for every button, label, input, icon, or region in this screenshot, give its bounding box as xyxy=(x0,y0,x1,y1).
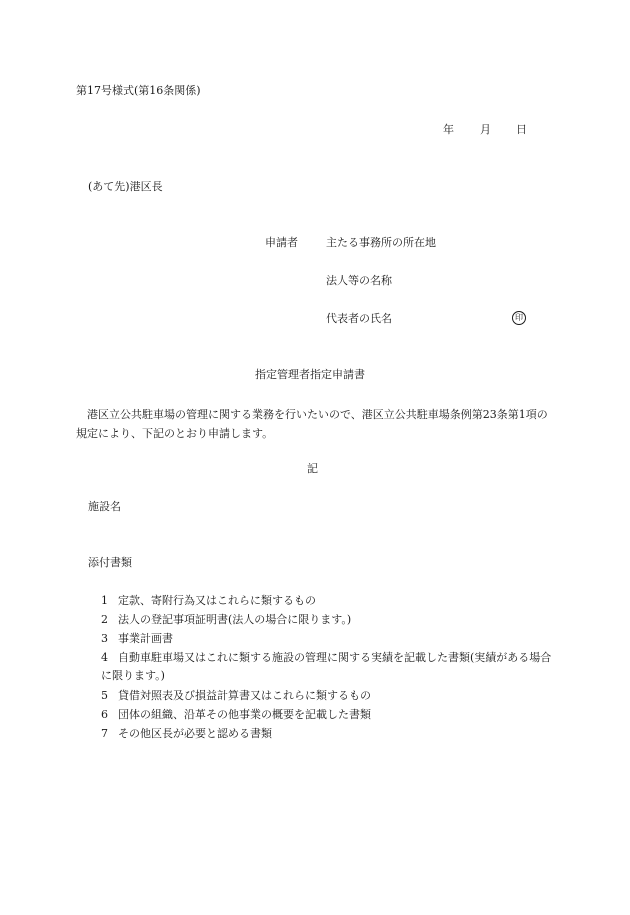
attachment-text: 団体の組織、沿革その他事業の概要を記載した書類 xyxy=(118,708,371,721)
attachment-text: その他区長が必要と認める書類 xyxy=(118,727,272,740)
ki-heading: 記 xyxy=(307,462,318,475)
attachment-item xyxy=(101,649,561,685)
form-number: 第17号様式(第16条関係) xyxy=(76,84,201,97)
attachment-number: 7 xyxy=(101,727,108,740)
date-year-label: 年 xyxy=(443,123,454,136)
attachment-item xyxy=(101,687,371,705)
attachment-item xyxy=(101,592,316,610)
corporation-name-label: 法人等の名称 xyxy=(326,274,392,287)
attachment-text: 事業計画書 xyxy=(118,632,173,645)
attachment-number: 3 xyxy=(101,632,108,645)
attachment-item xyxy=(101,630,173,648)
attachment-number: 6 xyxy=(101,708,108,721)
attachment-number: 2 xyxy=(101,613,108,626)
attachment-text: 法人の登記事項証明書(法人の場合に限ります。) xyxy=(118,613,352,626)
office-address-label: 主たる事務所の所在地 xyxy=(326,236,436,249)
attachment-number: 5 xyxy=(101,689,108,702)
addressee: (あて先)港区長 xyxy=(88,180,163,193)
attachment-number: 4 xyxy=(101,651,108,664)
applicant-label: 申請者 xyxy=(265,236,298,249)
attachment-item xyxy=(101,706,371,724)
attachments-label: 添付書類 xyxy=(88,556,132,569)
attachment-number: 1 xyxy=(101,594,108,607)
attachment-text: 定款、寄附行為又はこれらに類するもの xyxy=(118,594,316,607)
attachment-item xyxy=(101,725,272,743)
attachment-text: 貸借対照表及び損益計算書又はこれらに類するもの xyxy=(118,689,371,702)
attachment-item xyxy=(101,611,351,629)
facility-name-label: 施設名 xyxy=(88,500,121,513)
date-day-label: 日 xyxy=(516,123,527,136)
date-month-label: 月 xyxy=(480,123,491,136)
attachment-text: 自動車駐車場又はこれに類する施設の管理に関する実績を記載した書類(実績がある場合に限ります。) xyxy=(101,651,552,682)
representative-name-label: 代表者の氏名 xyxy=(326,312,392,325)
application-body-text: 港区立公共駐車場の管理に関する業務を行いたいので、港区立公共駐車場条例第23条第1項の規定により、下記のとおり申請します。 xyxy=(76,408,548,440)
document-title: 指定管理者指定申請書 xyxy=(255,368,365,381)
seal-mark: 印 xyxy=(512,311,526,325)
